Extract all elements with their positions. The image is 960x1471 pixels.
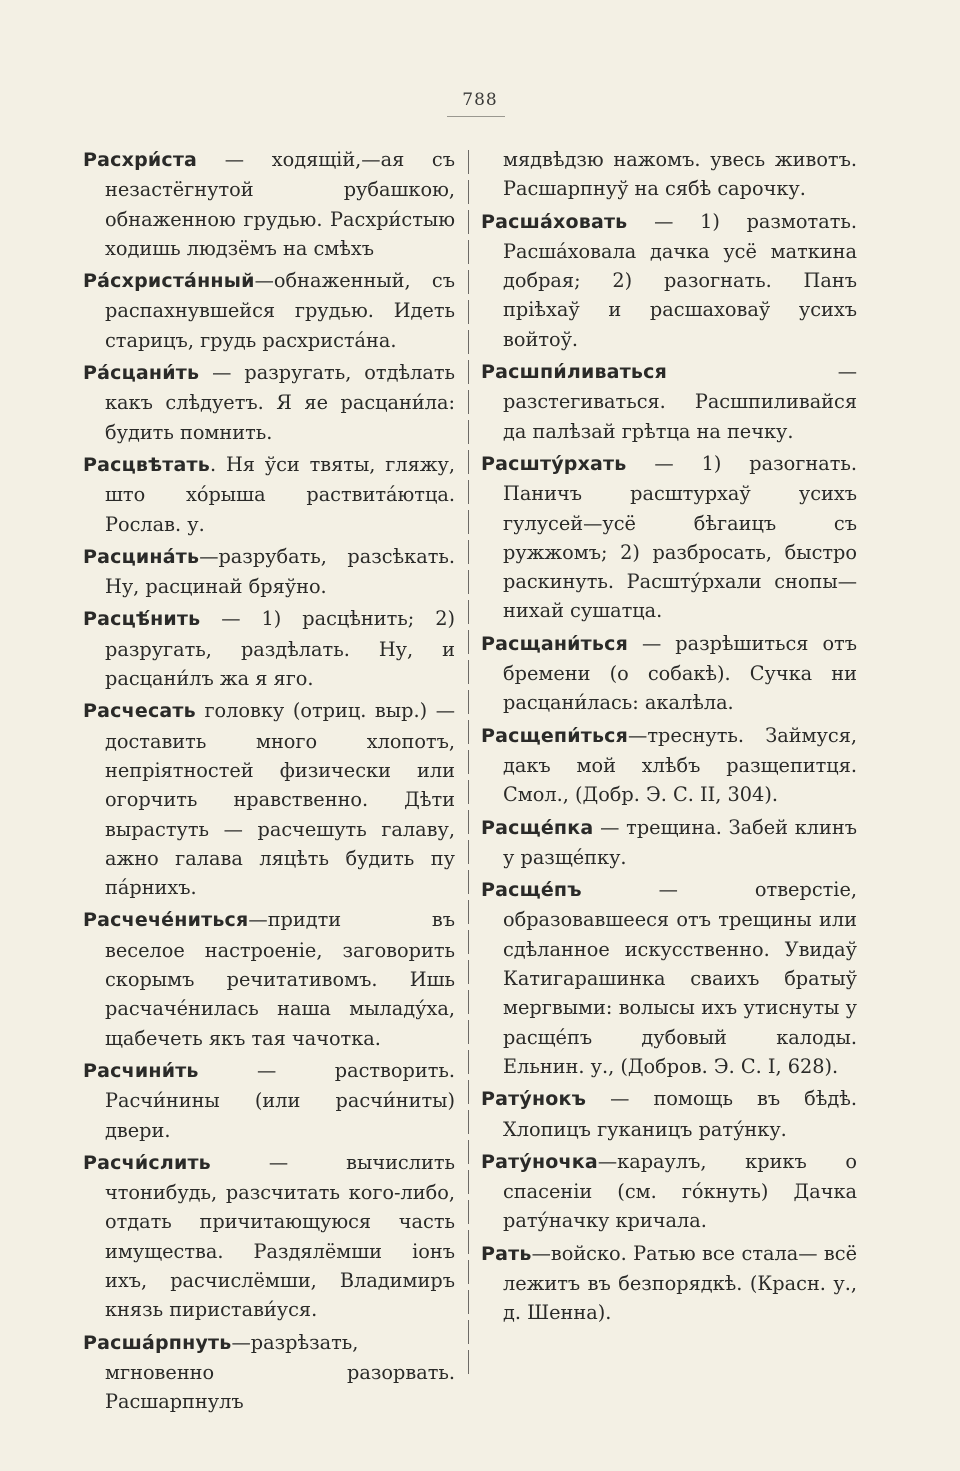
entry-headword: Расцѣ́нить	[83, 608, 201, 631]
dictionary-entry	[481, 1084, 857, 1144]
dictionary-entry	[83, 696, 455, 902]
column-divider	[468, 150, 469, 1380]
entry-headword: Расщепи́ться	[481, 724, 629, 747]
entry-definition: —разрѣзать, мгновенно разорвать. Расшарпнулъ	[105, 1330, 455, 1414]
entry-definition: — 1) расцѣнить; 2) разругать, раздѣлать. Ну, и расцани́лъ жа я яго.	[105, 607, 455, 691]
entry-headword: Расчи́слить	[83, 1151, 211, 1174]
entry-definition: — разрѣшиться отъ бремени (о собакѣ). Сучка ни расцани́лась: акалѣла.	[503, 631, 857, 715]
entry-definition: — 1) размотать. Расшáховала дачка усё маткина добрая; 2) разогнать. Панъ пріѣхаў и расшаховаў усихъ войтоў.	[503, 209, 857, 351]
dictionary-entry	[481, 357, 857, 446]
dictionary-entry	[83, 266, 455, 355]
entry-headword: Расще́пка	[481, 816, 594, 839]
entry-definition: — разстегиваться. Расшпиливайся да палѣзай грѣтца на печку.	[503, 360, 857, 443]
entry-definition: —разрубать, разсѣкать. Ну, расцинай бряўно.	[105, 544, 455, 599]
dictionary-entry	[481, 449, 857, 626]
dictionary-entry	[83, 542, 455, 602]
entry-headword: Расцина́ть	[83, 545, 200, 568]
entry-definition: — отверстіе, образовавшееся отъ трещины или сдѣланное искусственно. Увидаў Катигарашинка сваихъ братыў мергвыми: волысы ихъ утиснуты у расщéпъ дубовый калоды. Ельнин. у., (Добров. Э. С. I, 628).	[503, 878, 857, 1078]
dictionary-entry	[481, 721, 857, 810]
entry-definition: —караулъ, крикъ о спасеніи (см. гóкнуть) Дачка рату́начку кричала.	[503, 1149, 857, 1233]
entry-headword: Расщани́ться	[481, 632, 628, 655]
page-number: 788	[462, 90, 498, 110]
entry-definition: —треснуть. Займуся, дакъ мой хлѣбъ разщепитця. Смол., (Добр. Э. С. II, 304).	[503, 723, 857, 807]
entry-definition: — помощь въ бѣдѣ. Хлопицъ гуканицъ рату́нку.	[503, 1087, 857, 1141]
entry-headword: Расшпи́ливаться	[481, 361, 667, 384]
dictionary-entry	[83, 1328, 455, 1417]
entry-headword: Расще́пъ	[481, 879, 582, 902]
entry-definition: — трещина. Забей клинъ у разщéпку.	[503, 815, 857, 869]
entry-headword: Рать	[481, 1242, 532, 1265]
dictionary-entry	[83, 905, 455, 1052]
dictionary-entry	[481, 813, 857, 873]
entry-definition: мядвѣдзю нажомъ. увесь животъ. Расшарпнуў на сябѣ сарочку.	[503, 148, 857, 201]
entry-headword: Расхри́ста	[83, 149, 198, 171]
dictionary-entry	[481, 629, 857, 718]
entry-headword: Ра́сцани́ть	[83, 362, 200, 385]
dictionary-entry	[83, 604, 455, 693]
entry-definition: —придти въ веселое настроеніе, заговорить скорымъ речитативомъ. Ишь расчачéнилась наша мыладу́ха, щабечеть якъ тая чачотка.	[105, 908, 455, 1050]
left-column	[83, 145, 455, 1419]
entry-headword: Расшту́рхать	[481, 452, 627, 475]
entry-definition: —обнаженный, съ распахнувшейся грудью. Идеть старицъ, грудь расхристáна.	[105, 269, 455, 352]
entry-headword: Расчече́ниться	[83, 909, 249, 932]
entry-definition: . Ня ўси твяты, гляжу, што хóрыша раствитáютца. Рослав. у.	[105, 452, 455, 536]
entry-headword: Рату́ночка	[481, 1150, 598, 1173]
dictionary-entry	[83, 145, 455, 263]
entry-headword: Расша́рпнуть	[83, 1331, 232, 1354]
dictionary-entry	[83, 1148, 455, 1325]
dictionary-entry	[481, 875, 857, 1081]
entry-definition: — растворить. Расчи́нины (или расчи́ниты) двери.	[105, 1058, 455, 1142]
dictionary-entry	[481, 1147, 857, 1236]
entry-definition: — 1) разогнать. Паничъ расштурхаў усихъ гулусей—усё бѣгаицъ съ ружжомъ; 2) разбросать, быстро раскинуть. Расшту́рхали снопы—нихай сушатца.	[503, 451, 857, 623]
dictionary-entry	[83, 358, 455, 447]
right-column	[481, 145, 857, 1331]
dictionary-entry	[83, 450, 455, 539]
entry-headword: Расша́ховать	[481, 210, 628, 233]
entry-definition: — вычислить чтонибудь, разсчитать кого-либо, отдать причитающуюся часть имущества. Раздялёмши іонъ ихъ, расчислёмши, Владимиръ князь пиристави́уся.	[105, 1150, 455, 1322]
page-number-rule	[447, 116, 505, 117]
dictionary-entry	[481, 207, 857, 354]
dictionary-entry	[83, 1056, 455, 1145]
dictionary-entry	[481, 1239, 857, 1328]
entry-headword: Расцвѣтать	[83, 453, 210, 476]
entry-definition: — ходящій,—ая съ незастёгнутой рубашкою, обнаженною грудью. Расхри́стыю ходишь людзёмъ на смѣхъ	[105, 148, 455, 260]
entry-headword: Ра́схриста́нный	[83, 270, 255, 293]
entry-definition: —войско. Ратью все стала— всё лежитъ въ безпорядкѣ. (Красн. у., д. Шенна).	[503, 1241, 857, 1325]
entry-headword: Рату́нокъ	[481, 1088, 587, 1111]
entry-definition: головку (отриц. выр.) —доставить много хлопотъ, непріятностей физически или огорчить нравственно. Дѣти вырастуть — расчешуть галаву, ажно галава ляцѣть будить пу пáрнихъ.	[105, 699, 455, 900]
entry-headword: Расчини́ть	[83, 1059, 199, 1082]
entry-headword: Расчесать	[83, 700, 196, 723]
dictionary-entry-continuation	[481, 145, 857, 204]
entry-definition: — разругать, отдѣлать какъ слѣдуетъ. Я яе расцани́ла: будить помнить.	[105, 361, 455, 444]
